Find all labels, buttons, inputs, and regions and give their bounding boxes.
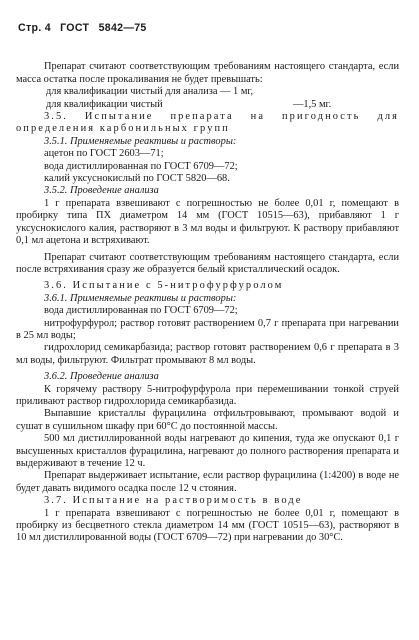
reagent-line: ацетон по ГОСТ 2603—71; (44, 148, 164, 160)
subsection-heading: 3.6.1. Применяемые реактивы и растворы: (44, 292, 237, 304)
list-item (46, 86, 399, 98)
paragraph: К горячему раствору 5-нитрофурфурола при перемешивании тонкой струей приливают раствор гидрохлорида семикарбазида. (16, 383, 399, 407)
section-heading: 3.7. Испытание на растворимость в воде (44, 495, 303, 507)
standard-name: ГОСТ (60, 22, 90, 34)
subsection-heading: 3.6.2. Проведение анализа (44, 371, 159, 383)
page-number: Стр. 4 (18, 22, 51, 34)
page-header (18, 22, 399, 34)
reagent-line: вода дистиллированная по ГОСТ 6709—72; (44, 305, 238, 317)
paragraph: 500 мл дистиллированной воды нагревают до кипения, туда же опускают 0,1 г высушенных кристаллов фурацилина, нагревают до полного растворения препарата и выдерживают в течение 12 ч. (16, 433, 399, 469)
qualification-line: для квалификации чистый для анализа — 1 мг, (46, 86, 254, 98)
qualification-value: —1,5 мг. (293, 98, 332, 110)
paragraph: нитрофурфурол; раствор готовят растворением 0,7 г препарата при нагревании в 25 мл воды; (16, 317, 399, 341)
paragraph: Препарат считают соответствующим требованиям настоящего стандарта, если после встряхивания сразу же образуется белый кристаллический осадок. (16, 251, 399, 275)
reagent-line: вода дистиллированная по ГОСТ 6709—72; (44, 160, 238, 172)
paragraph: Препарат выдерживает испытание, если раствор фурацилина (1:4200) в воде не будет давать видимого осадка после 12 ч стояния. (16, 470, 399, 494)
paragraph: 1 г препарата взвешивают с погрешностью не более 0,01 г, помещают в пробирку из бесцветного стекла диаметром 14 мм (ГОСТ 10515—63), растворяют в 10 мл дистиллированной воды (ГОСТ 6709—72) при нагревании до 30°С. (16, 507, 399, 544)
subsection-heading: 3.5.1. Применяемые реактивы и растворы: (44, 135, 237, 147)
paragraph: Выпавшие кристаллы фурацилина отфильтровывают, промывают водой и сушат в сушильном шкафу при 60°С до постоянной массы. (16, 408, 399, 432)
list-item (46, 99, 399, 111)
qualification-line: для квалификации чистый (46, 98, 163, 110)
standard-number: 5842—75 (98, 22, 147, 34)
paragraph: гидрохлорид семикарбазида; раствор готовят растворением 0,6 г препарата в 3 мл воды, фильтруют. Фильтрат промывают 8 мл воды. (16, 342, 399, 366)
reagent-line: калий уксуснокислый по ГОСТ 5820—68. (44, 173, 230, 185)
subsection-heading: 3.5.2. Проведение анализа (44, 185, 159, 197)
paragraph: 1 г препарата взвешивают с погрешностью не более 0,01 г, помещают в пробирку типа ПХ диаметром 14 мм (ГОСТ 10515—63), прибавляют 1 г уксуснокислого калия, растворяют в 3 мл воды и фильтруют. К раствору прибавляют 0,1 мл ацетона и встряхивают. (16, 197, 399, 247)
section-heading: 3.6. Испытание с 5-нитрофурфуролом (44, 280, 284, 292)
section-heading: 3.5. Испытание препарата на пригодность для определения карбонильных групп (16, 111, 399, 135)
paragraph: Препарат считают соответствующим требованиям настоящего стандарта, если масса остатка после прокаливания не будет превышать: (16, 61, 399, 85)
